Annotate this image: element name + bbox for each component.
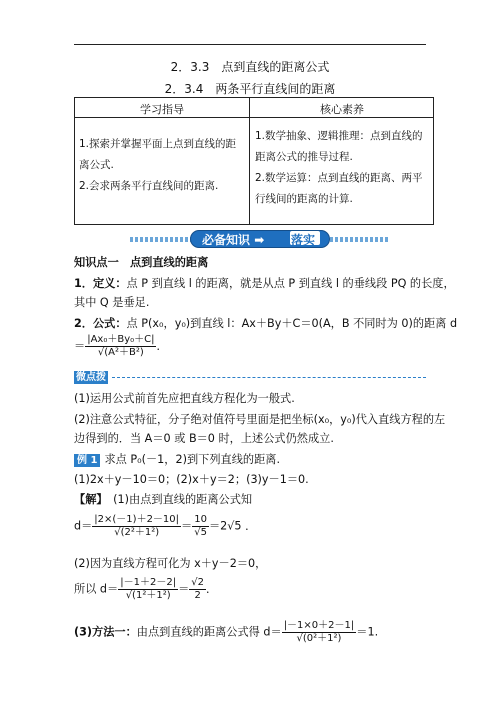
banner-text: 必备知识 ➡ bbox=[202, 233, 265, 247]
guidance-table bbox=[74, 97, 434, 225]
solution-2-line: (2)因为直线方程可化为 x＋y－2＝0， bbox=[74, 557, 267, 570]
literacy-line-2: 2.数学运算：点到直线的距离、两平行线间的距离的计算. bbox=[255, 172, 423, 205]
example-items: (1)2x＋y－10＝0；(2)x＋y＝2；(3)y－1＝0. bbox=[74, 473, 309, 486]
learning-guide-cell bbox=[79, 134, 245, 197]
tip-line-3: 边得到的．当 A＝0 或 B＝0 时，上述公式仍然成立. bbox=[74, 432, 334, 445]
banner-text-highlight: 落实 bbox=[291, 233, 316, 247]
tip-header bbox=[74, 371, 426, 385]
guide-line-1: 1.探索并掌握平面上点到直线的距离公式. bbox=[79, 138, 237, 171]
tip-line-2: (2)注意公式特征，分子绝对值符号里面是把坐标(x₀，y₀)代入直线方程的左 bbox=[74, 413, 446, 426]
solution-1-formula: d＝ $\frac{|2\times(-1)+2-10|}{\text{√(2²＋1²)}}$ ＝ $\frac{10}{√5}$ ＝2√5 ． bbox=[74, 514, 257, 538]
guide-line-2: 2.会求两条平行直线间的距离. bbox=[79, 180, 219, 192]
core-literacy-cell bbox=[255, 126, 431, 210]
definition-line: 1．定义：点 P 到直线 l 的距离，就是从点 P 到直线 l 的垂线段 PQ 的长度， bbox=[74, 277, 455, 290]
tip-line-1: (1)运用公式前首先应把直线方程化为一般式. bbox=[74, 392, 295, 405]
arrow-icon: ➡ bbox=[254, 233, 265, 247]
tip-label: 微点拨 bbox=[76, 372, 106, 383]
top-rule bbox=[74, 44, 426, 45]
solution-3-formula: (3)方法一：由点到直线的距离公式得 d＝ $\frac{|-1\times 0+2-1|}{\text{√(0²＋1²)}}$ ＝1. bbox=[74, 620, 379, 644]
section-heading: 知识点一 点到直线的距离 bbox=[74, 256, 209, 269]
title-3-4: 2．3.4 两条平行直线间的距离 bbox=[164, 82, 336, 96]
solution-intro: 【解】 (1)由点到直线的距离公式知 bbox=[74, 493, 253, 506]
definition-line-2: 其中 Q 是垂足. bbox=[74, 296, 150, 309]
formula-line: 2．公式：点 P(x₀，y₀)到直线 l：Ax＋By＋C＝0(A，B 不同时为 0)的距离 d bbox=[74, 317, 458, 330]
distance-formula: ＝ $\frac{\text{|Ax₀＋By₀＋C|}}{\text{√(A²＋B²)}}$ ． bbox=[74, 334, 168, 358]
example-line: 例 1 求点 P₀(－1，2)到下列直线的距离. bbox=[74, 452, 280, 468]
solution-2-formula: 所以 d＝ $\frac{|-1+2-2|}{\text{√(1²＋1²)}}$ ＝ $\frac{√2}{2}$ ． bbox=[74, 577, 218, 601]
header-core-literacy: 核心素养 bbox=[320, 103, 364, 116]
header-learning-guide: 学习指导 bbox=[140, 103, 184, 116]
essential-knowledge-banner bbox=[190, 230, 330, 248]
title-3-3: 2．3.3 点到直线的距离公式 bbox=[170, 60, 330, 74]
literacy-line-1: 1.数学抽象、逻辑推理：点到直线的距离公式的推导过程. bbox=[255, 130, 423, 163]
example-tag: 例 1 bbox=[74, 454, 100, 467]
